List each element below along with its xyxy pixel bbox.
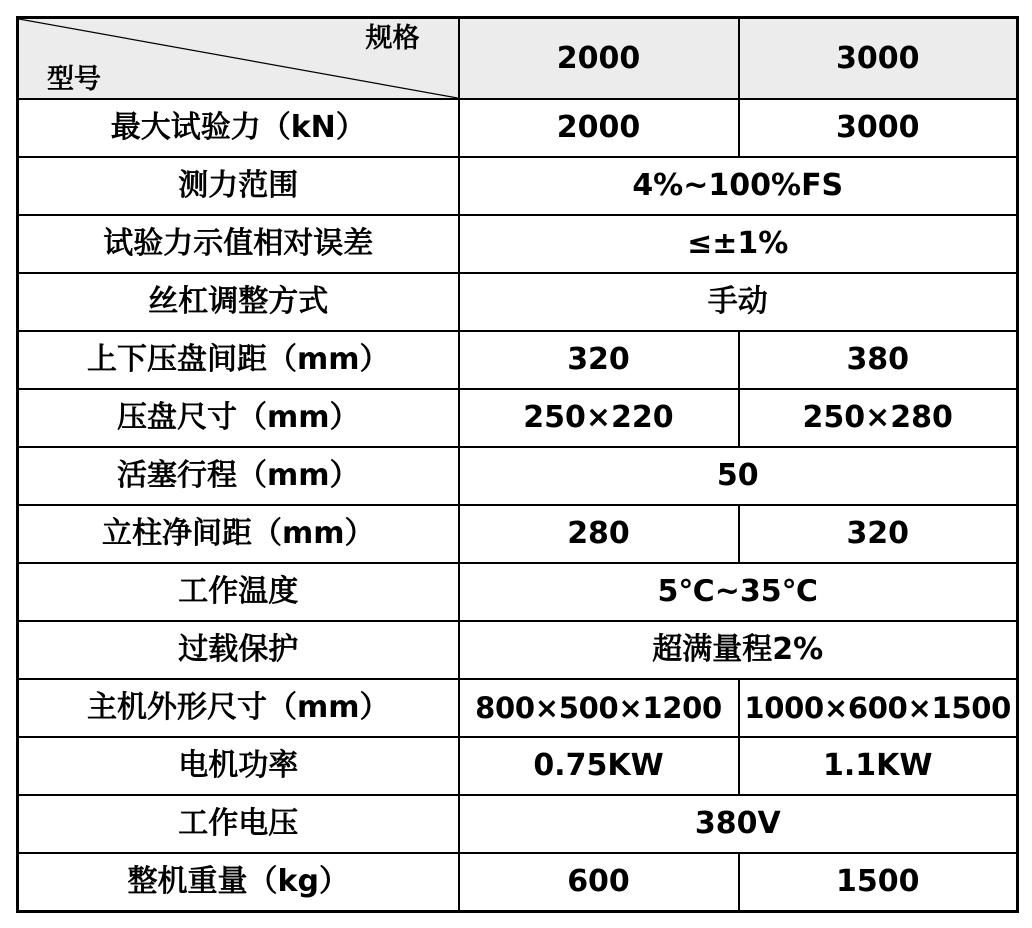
- row-value-2000: 0.75KW: [459, 737, 739, 795]
- table-row: [18, 157, 1018, 215]
- row-value-shared: 380V: [459, 795, 1018, 853]
- row-value-2000: 250×220: [459, 389, 739, 447]
- row-label: 测力范围: [18, 157, 459, 215]
- row-label: 上下压盘间距（mm）: [18, 331, 459, 389]
- row-value-2000: 600: [459, 853, 739, 912]
- table-row: [18, 679, 1018, 737]
- row-value-3000: 1500: [739, 853, 1018, 912]
- spec-table: [16, 16, 1019, 913]
- row-label: 压盘尺寸（mm）: [18, 389, 459, 447]
- model-2000-header: 2000: [459, 18, 739, 100]
- row-label: 工作电压: [18, 795, 459, 853]
- table-row: [18, 331, 1018, 389]
- row-label: 丝杠调整方式: [18, 273, 459, 331]
- table-row: [18, 853, 1018, 912]
- row-value-3000: 320: [739, 505, 1018, 563]
- table-row: [18, 273, 1018, 331]
- row-label: 立柱净间距（mm）: [18, 505, 459, 563]
- row-value-3000: 250×280: [739, 389, 1018, 447]
- table-row: [18, 215, 1018, 273]
- table-row: [18, 99, 1018, 157]
- row-value-3000: 380: [739, 331, 1018, 389]
- row-value-shared: 手动: [459, 273, 1018, 331]
- table-row: [18, 621, 1018, 679]
- row-value-3000: 3000: [739, 99, 1018, 157]
- row-value-3000: 1.1KW: [739, 737, 1018, 795]
- model-header-label: 型号: [47, 64, 101, 95]
- row-value-shared: 4%~100%FS: [459, 157, 1018, 215]
- row-label: 工作温度: [18, 563, 459, 621]
- header-corner-cell: [18, 18, 459, 100]
- row-label: 电机功率: [18, 737, 459, 795]
- table-row: [18, 563, 1018, 621]
- row-value-shared: 5℃~35℃: [459, 563, 1018, 621]
- row-label: 过载保护: [18, 621, 459, 679]
- spec-header-label: 规格: [365, 23, 420, 54]
- row-value-2000: 800×500×1200: [459, 679, 739, 737]
- row-label: 活塞行程（mm）: [18, 447, 459, 505]
- model-3000-header: 3000: [739, 18, 1018, 100]
- table-row: [18, 505, 1018, 563]
- row-label: 主机外形尺寸（mm）: [18, 679, 459, 737]
- row-label: 试验力示值相对误差: [18, 215, 459, 273]
- row-value-shared: 50: [459, 447, 1018, 505]
- table-row: [18, 795, 1018, 853]
- row-value-shared: ≤±1%: [459, 215, 1018, 273]
- row-label: 整机重量（kg）: [18, 853, 459, 912]
- row-value-2000: 320: [459, 331, 739, 389]
- row-value-2000: 280: [459, 505, 739, 563]
- row-label: 最大试验力（kN）: [18, 99, 459, 157]
- row-value-shared: 超满量程2%: [459, 621, 1018, 679]
- row-value-3000: 1000×600×1500: [739, 679, 1018, 737]
- row-value-2000: 2000: [459, 99, 739, 157]
- table-header-row: [18, 18, 1018, 100]
- table-row: [18, 737, 1018, 795]
- table-row: [18, 389, 1018, 447]
- table-row: [18, 447, 1018, 505]
